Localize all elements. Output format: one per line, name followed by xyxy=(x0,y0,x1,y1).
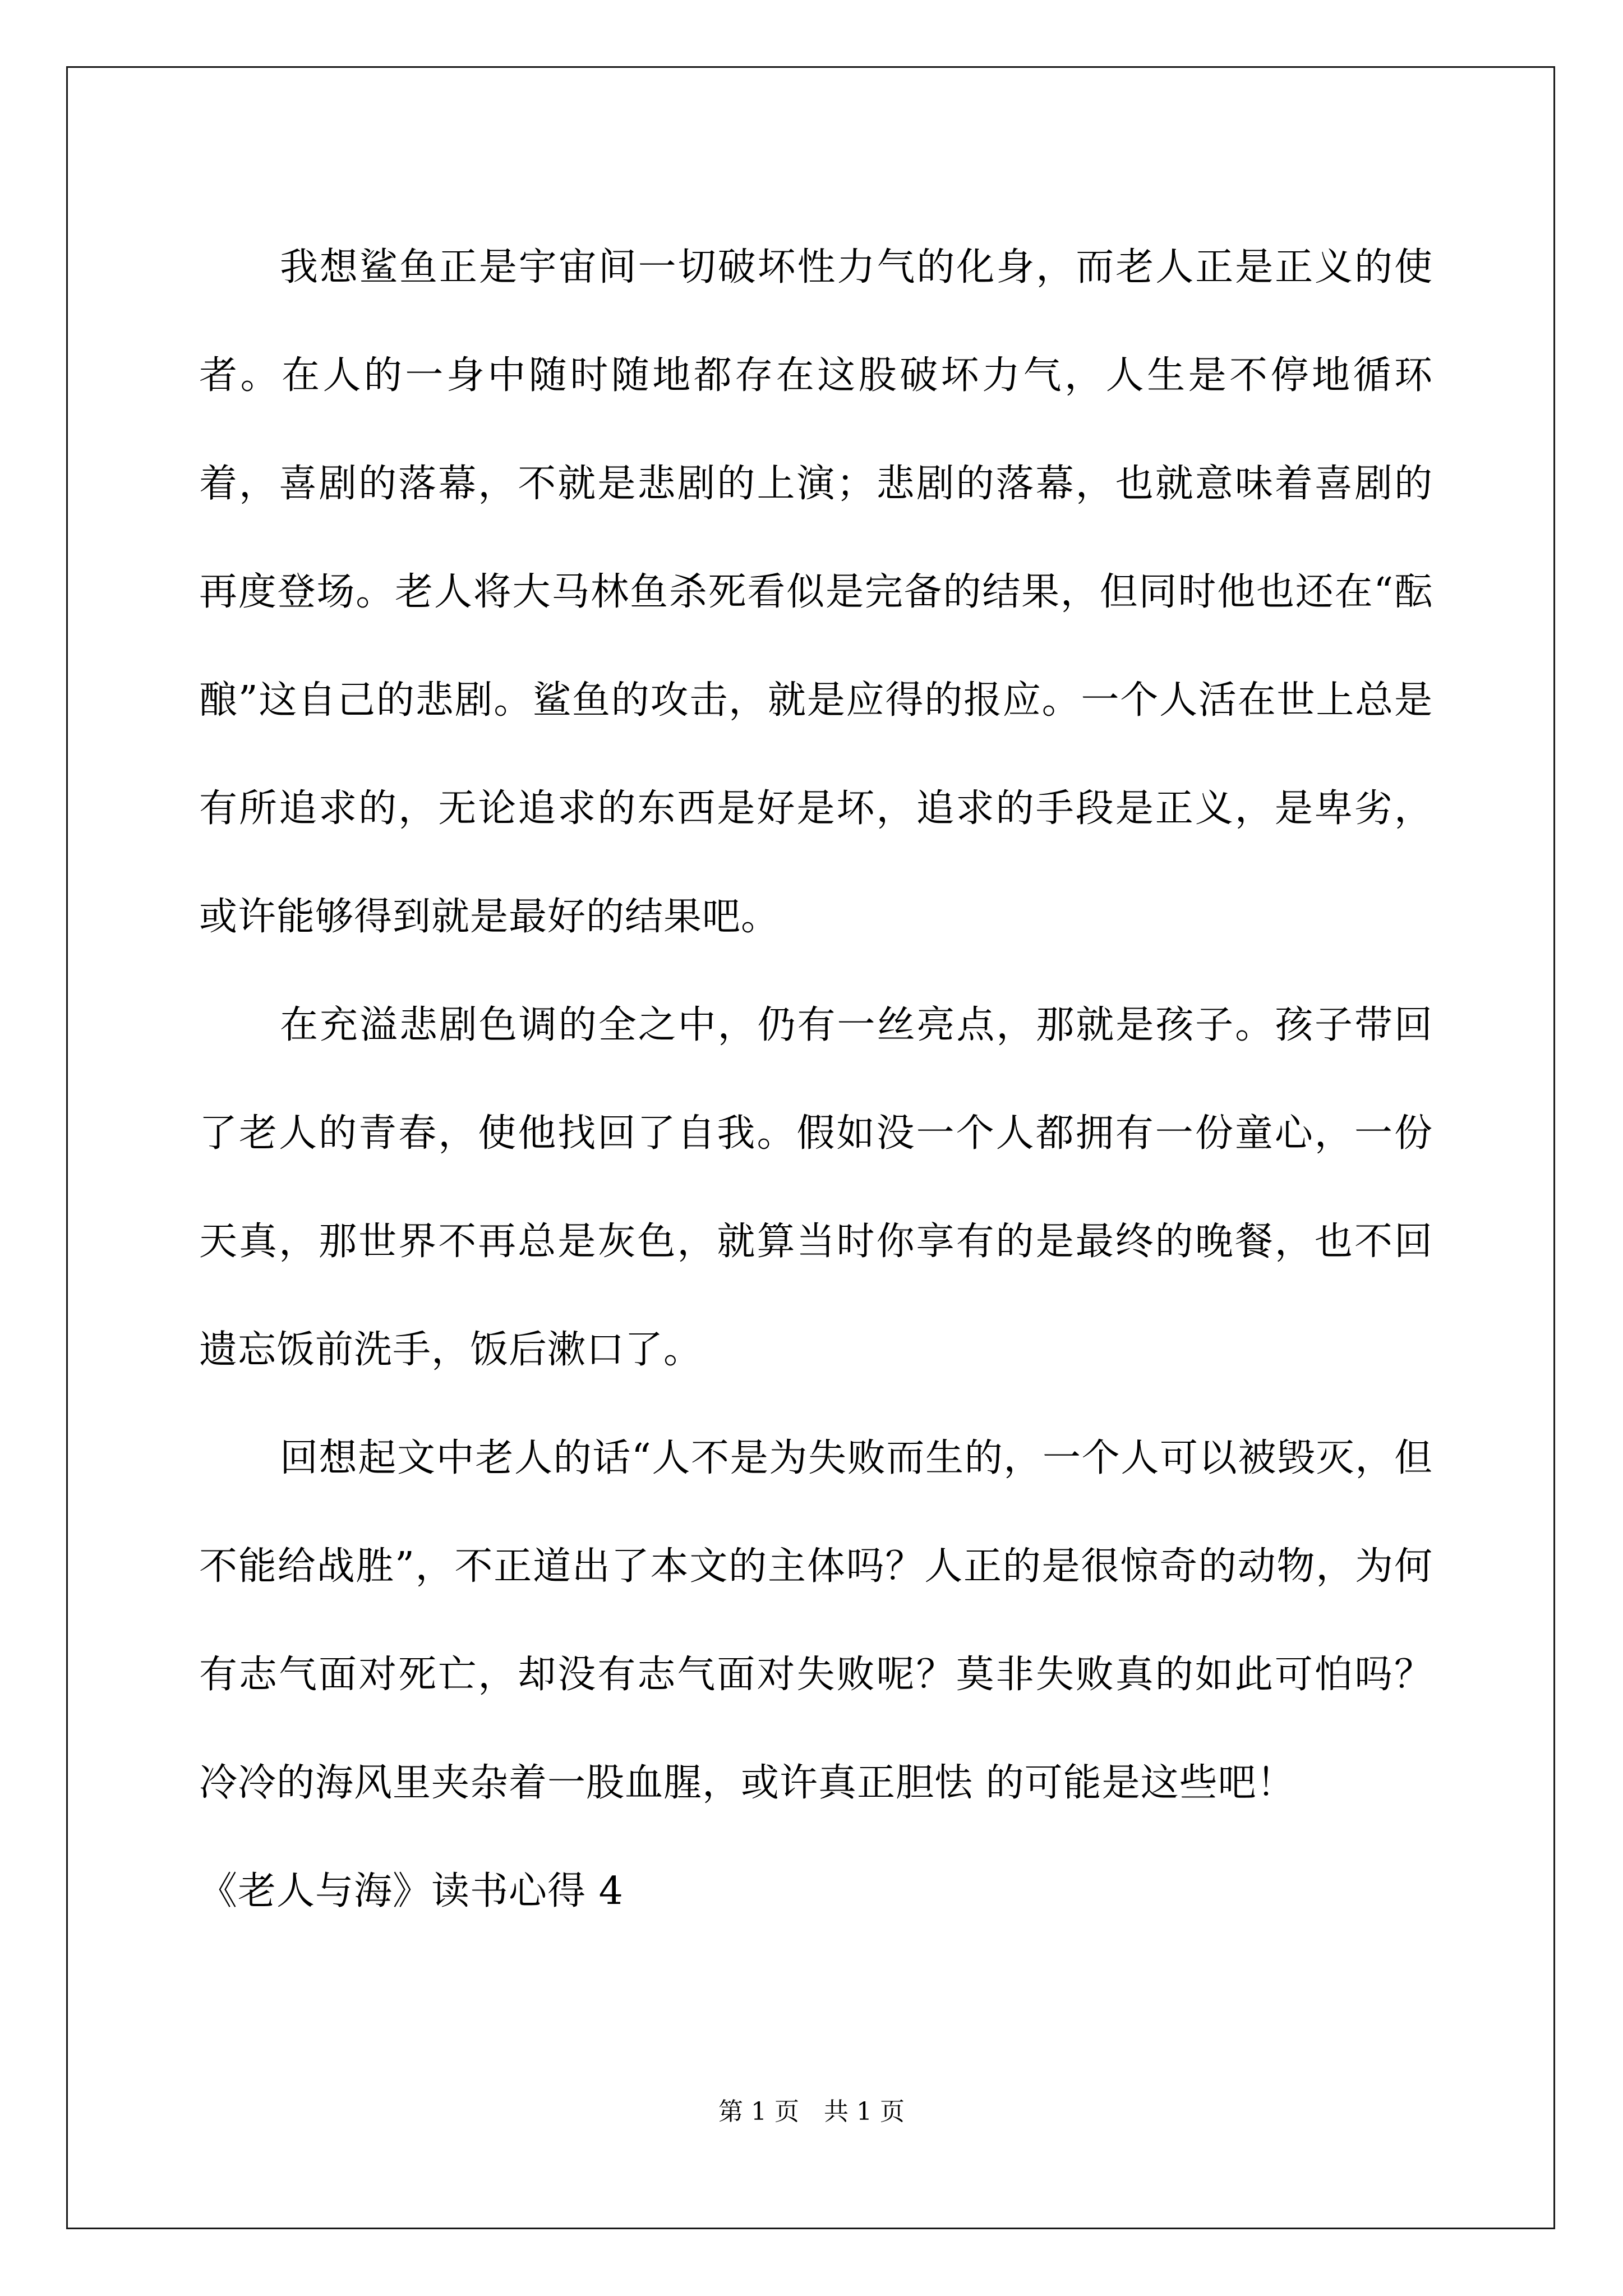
document-body xyxy=(199,213,1433,1945)
paragraph-3: 回想起文中老人的话“人不是为失败而生的，一个人可以被毁灭，但不能给战胜”，不正道出了本文的主体吗？人正的是很惊奇的动物，为何有志气面对死亡，却没有志气面对失败呢？莫非失败真的如此可怕吗？冷冷的海风里夹杂着一股血腥，或许真正胆怯 的可能是这些吧！ xyxy=(199,1436,1433,1805)
paragraph-1: 我想鲨鱼正是宇宙间一切破坏性力气的化身，而老人正是正义的使者。在人的一身中随时随地都存在这股破坏力气，人生是不停地循环着，喜剧的落幕，不就是悲剧的上演；悲剧的落幕，也就意味着喜剧的再度登场。老人将大马林鱼杀死看似是完备的结果，但同时他也还在“酝酿”这自己的悲剧。鲨鱼的攻击，就是应得的报应。一个人活在世上总是有所追求的，无论追求的东西是好是坏，追求的手段是正义，是卑劣，或许能够得到就是最好的结果吧。 xyxy=(199,245,1433,939)
page-footer: 第 1 页 共 1 页 xyxy=(718,2097,905,2126)
section-title: 《老人与海》读书心得 4 xyxy=(199,1869,624,1913)
paragraph-2: 在充溢悲剧色调的全之中，仍有一丝亮点，那就是孩子。孩子带回了老人的青春，使他找回了自我。假如没一个人都拥有一份童心，一份天真，那世界不再总是灰色，就算当时你享有的是最终的晚餐，也不回遗忘饭前洗手，饭后漱口了。 xyxy=(199,1003,1433,1372)
